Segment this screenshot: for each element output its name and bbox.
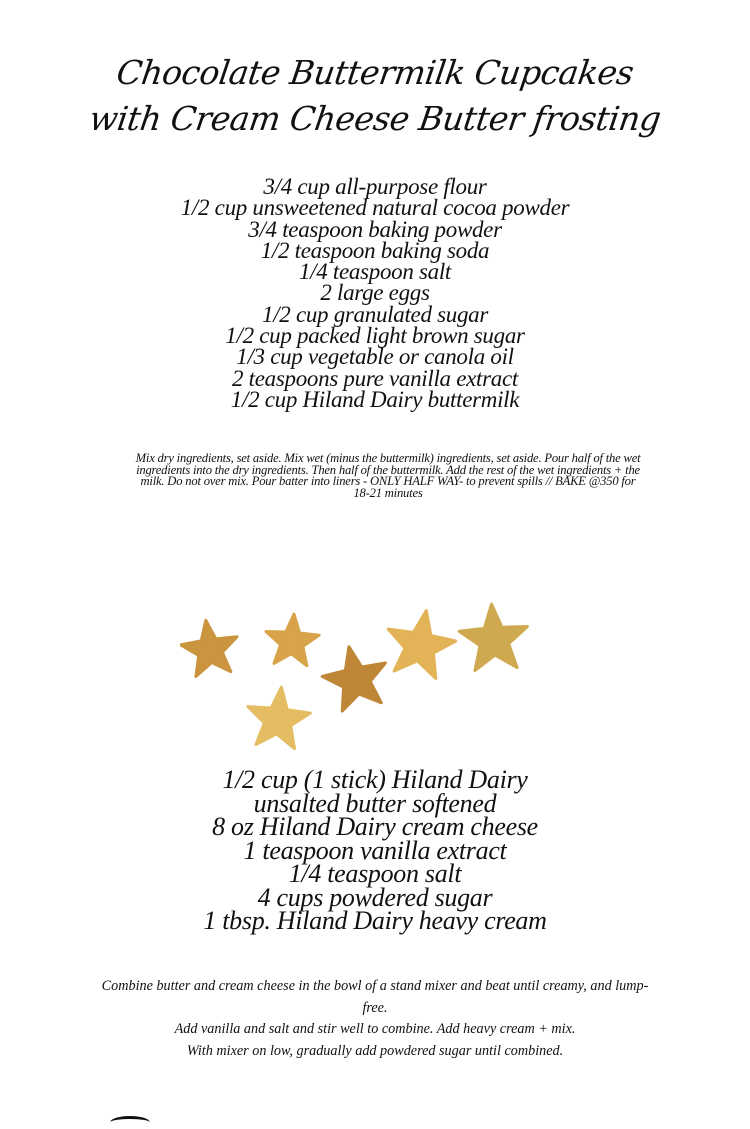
- directions-line: ingredients into the dry ingredients. Then half of the buttermilk. Add the rest of the wet ingredients + the: [136, 462, 640, 477]
- directions-line: Mix dry ingredients, set aside. Mix wet (minus the buttermilk) ingredients, set aside. Pour half of the wet: [135, 451, 641, 465]
- ingredient-item: 1/4 teaspoon salt: [298, 259, 452, 285]
- ingredient-item: 1/2 cup granulated sugar: [262, 301, 488, 327]
- star-icon: [322, 647, 385, 711]
- ingredient-item: 3/4 teaspoon baking powder: [248, 216, 502, 242]
- ingredient-item: 1/2 cup (1 stick) Hiland Dairy: [222, 765, 528, 794]
- directions-line: milk. Do not over mix. Pour batter into liners - ONLY HALF WAY- to prevent spills // BAKE @350 for: [140, 474, 636, 489]
- directions-line: 18-21 minutes: [353, 485, 423, 500]
- ingredient-item: unsalted butter softened: [253, 788, 497, 818]
- ingredient-item: 1/2 cup unsweetened natural cocoa powder: [180, 195, 570, 221]
- ingredient-item: 1/2 cup packed light brown sugar: [225, 323, 525, 349]
- ingredient-item: 1/3 cup vegetable or canola oil: [236, 344, 514, 370]
- star-icon: [388, 611, 455, 679]
- cupcake-directions: [74, 453, 702, 499]
- ingredient-item: 8 oz Hiland Dairy cream cheese: [212, 812, 538, 841]
- ingredient-item: 1/4 teaspoon salt: [288, 859, 462, 888]
- directions-line: Add vanilla and salt and stir well to combine. Add heavy cream + mix.: [174, 1021, 576, 1037]
- ingredient-item: 2 teaspoons pure vanilla extract: [232, 365, 518, 391]
- star-icon: [459, 604, 527, 670]
- ingredient-item: 2 large eggs: [320, 280, 430, 306]
- directions-line: Combine butter and cream cheese in the bowl of a stand mixer and beat until creamy, and lump-: [101, 978, 649, 994]
- recipe-title-line-2: with Cream Cheese Butter frosting: [87, 99, 664, 138]
- directions-line: With mixer on low, gradually add powdered sugar until combined.: [186, 1042, 564, 1059]
- star-icon: [266, 614, 319, 666]
- ingredient-item: 1 tbsp. Hiland Dairy heavy cream: [203, 906, 547, 935]
- bottom-edge-mark: [110, 1116, 150, 1129]
- frosting-ingredients-list: [0, 765, 750, 935]
- ingredient-item: 3/4 cup all-purpose flour: [263, 174, 487, 199]
- ingredient-item: 1 teaspoon vanilla extract: [243, 835, 507, 865]
- ingredient-item: 1/2 cup Hiland Dairy buttermilk: [230, 386, 520, 412]
- cupcake-ingredients-list: [0, 176, 750, 410]
- star-icon: [248, 687, 310, 748]
- star-icon: [181, 620, 238, 676]
- ingredient-item: 4 cups powdered sugar: [257, 882, 493, 912]
- frosting-directions: [60, 976, 690, 1062]
- directions-line: free.: [362, 999, 388, 1016]
- recipe-title-line-1: Chocolate Buttermilk Cupcakes: [114, 53, 636, 92]
- watercolor-stars-decoration: [180, 598, 540, 763]
- ingredient-item: 1/2 teaspoon baking soda: [260, 237, 490, 263]
